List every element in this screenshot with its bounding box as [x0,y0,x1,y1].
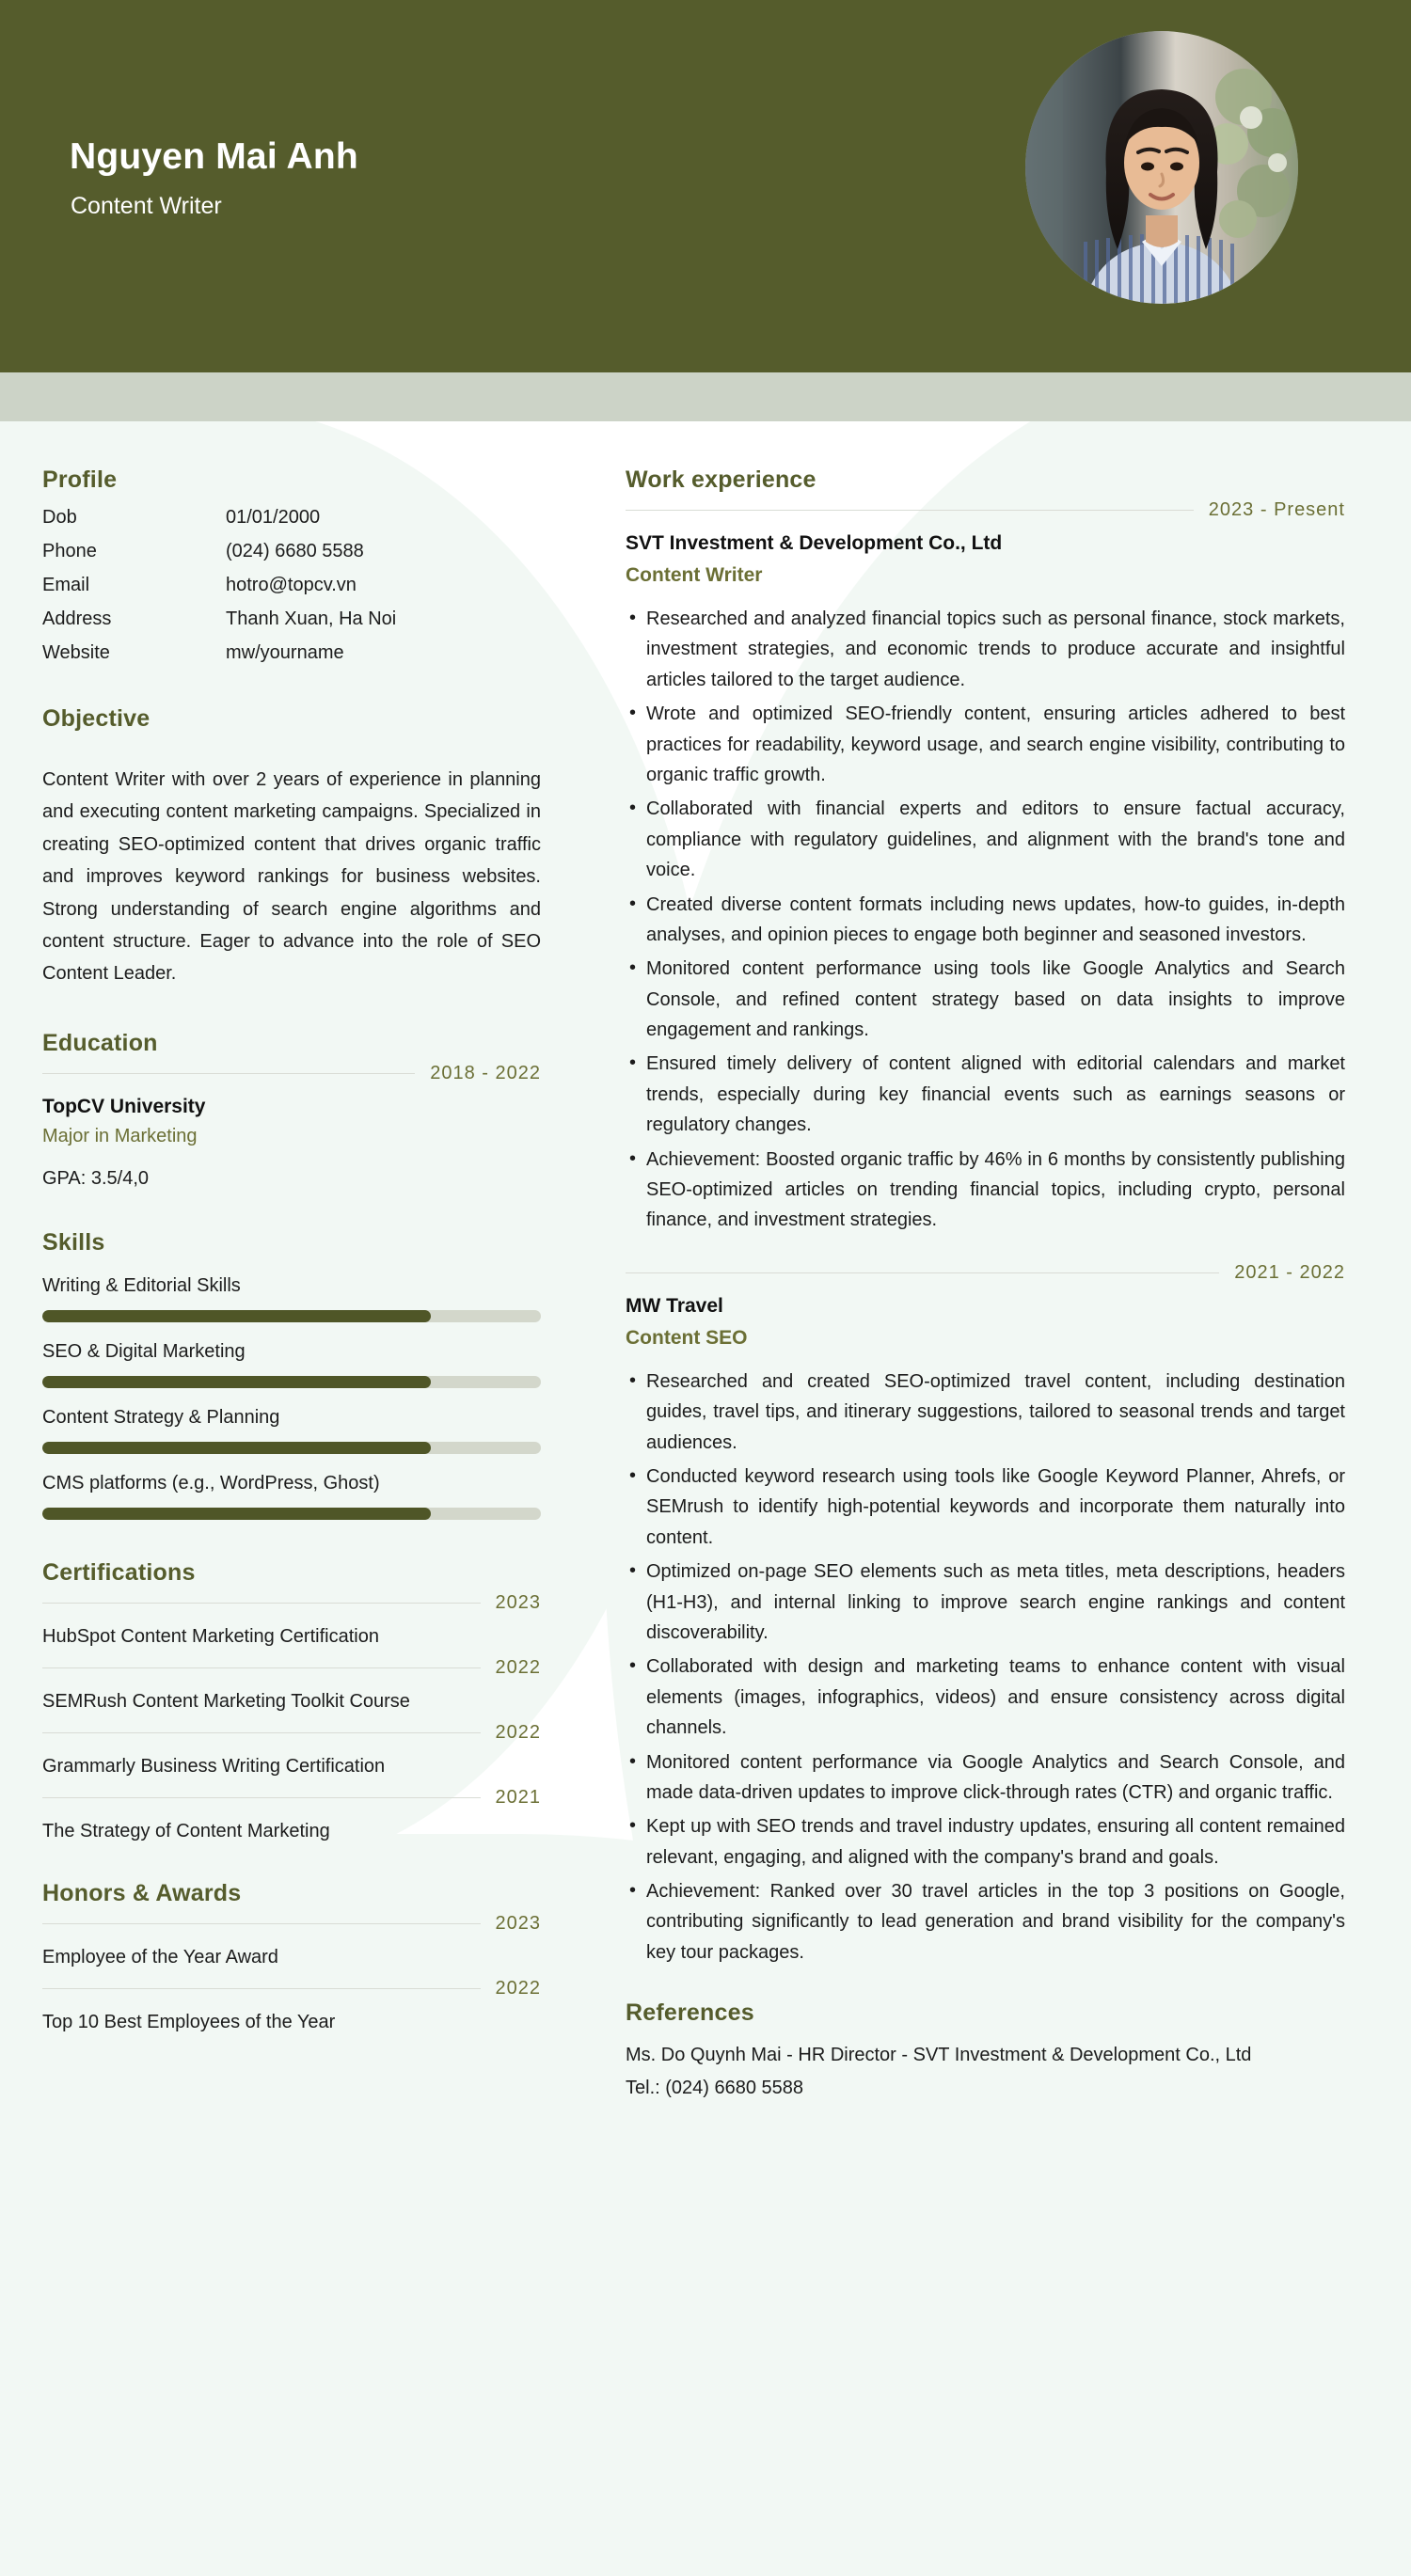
award-year: 2022 [495,1977,541,1999]
spacer [42,747,541,764]
spacer [42,990,541,1030]
education-major: Major in Marketing [42,1125,198,1146]
candidate-job-title: Content Writer [71,193,222,219]
section-title-objective: Objective [42,705,151,732]
profile-value: hotro@topcv.vn [226,575,357,595]
divider [42,1667,481,1668]
certification-name: SEMRush Content Marketing Toolkit Course [42,1690,410,1712]
award-header [42,1978,541,1999]
spacer [626,1971,1345,1999]
certification-year: 2022 [495,1656,541,1678]
divider [42,1988,481,1989]
section-education [42,1030,541,1190]
certification-header [42,1592,541,1614]
work-experience-item [626,499,1345,1236]
divider [42,1603,481,1604]
profile-label: Website [42,642,110,663]
list-item: • Wrote and optimized SEO-friendly content, ensuring articles adhered to best practices for readability, keyword usage, and search engine visibility, contributing to organic traffic growth. [626,699,1345,790]
skill-name: SEO & Digital Marketing [42,1340,246,1362]
section-title-references: References [626,1999,754,2027]
skill-name: Content Strategy & Planning [42,1406,280,1428]
skill-progress-track [42,1442,541,1454]
skill-name: Writing & Editorial Skills [42,1274,241,1296]
list-item: • Researched and created SEO-optimized travel content, including destination guides, travel tips, and itinerary suggestions, tailored to seasonal trends and target audiences. [626,1367,1345,1458]
table-row [42,576,541,609]
certification-year: 2023 [495,1591,541,1613]
table-row [42,643,541,677]
list-item: • Collaborated with design and marketing teams to enhance content with visual elements (images, infographics, videos) and ensure consistency across digital channels. [626,1651,1345,1743]
section-objective [42,705,541,990]
divider [626,1272,1219,1273]
section-references [626,1999,1345,2103]
section-certifications [42,1559,541,1842]
section-title-education: Education [42,1029,158,1056]
header-accent-band [0,372,1411,421]
divider [42,1797,481,1798]
skill-progress-fill [42,1310,431,1322]
certification-header [42,1722,541,1744]
skill-progress-track [42,1508,541,1520]
certification-header [42,1787,541,1809]
list-item: • Kept up with SEO trends and travel industry updates, ensuring all content remained relevant, engaging, and aligned with the company's brand and goals. [626,1811,1345,1873]
profile-value: 01/01/2000 [226,507,321,528]
job-responsibility-list [626,604,1345,1236]
job-organization: SVT Investment & Development Co., Ltd [626,532,1003,554]
profile-value: (024) 6680 5588 [226,541,364,561]
reference-phone: Tel.: (024) 6680 5588 [626,2077,804,2098]
list-item: • Collaborated with financial experts and editors to ensure factual accuracy, compliance with regulatory guidelines, and alignment with the brand's tone and voice. [626,794,1345,885]
skill-progress-track [42,1310,541,1322]
job-organization: MW Travel [626,1294,723,1317]
job-date-range: 2023 - Present [1208,499,1345,520]
job-header [626,499,1345,521]
profile-label: Address [42,608,112,629]
list-item: • Monitored content performance using tools like Google Analytics and Search Console, and refined content strategy based on data insights to improve engagement and rankings. [626,954,1345,1045]
job-role: Content Writer [626,564,763,586]
section-title-work-experience: Work experience [626,466,816,493]
certification-item [42,1592,541,1648]
spacer [42,1852,541,1880]
section-profile [42,466,541,677]
certification-item [42,1722,541,1778]
section-title-honors: Honors & Awards [42,1879,242,1906]
work-experience-item [626,1262,1345,1968]
divider [626,510,1194,511]
profile-value: Thanh Xuan, Ha Noi [226,608,397,629]
spacer [42,1520,541,1559]
job-responsibility-list [626,1367,1345,1968]
avatar [1025,31,1298,304]
list-item: • Achievement: Ranked over 30 travel articles in the top 3 positions on Google, contributing significantly to lead generation and brand visibility for the company's key tour packages. [626,1876,1345,1968]
certification-year: 2021 [495,1786,541,1808]
list-item: • Monitored content performance via Google Analytics and Search Console, and made data-driven updates to improve click-through rates (CTR) and organic traffic. [626,1747,1345,1809]
skill-progress-track [42,1376,541,1388]
section-title-skills: Skills [42,1228,105,1256]
list-item: • Optimized on-page SEO elements such as meta titles, meta descriptions, headers (H1-H3), and internal linking to improve search engine rankings and content discoverability. [626,1557,1345,1648]
divider [42,1073,415,1074]
table-row [42,609,541,643]
job-header [626,1262,1345,1284]
skill-item [42,1407,541,1454]
list-item: • Achievement: Boosted organic traffic by 46% in 6 months by consistently publishing SEO-optimized articles on trending financial topics, including crypto, personal finance, and investment strategies. [626,1145,1345,1236]
section-honors-awards [42,1880,541,2033]
table-row [42,508,541,542]
section-title-certifications: Certifications [42,1558,196,1586]
certification-header [42,1657,541,1679]
education-date-range: 2018 - 2022 [430,1062,541,1083]
certification-name: The Strategy of Content Marketing [42,1820,330,1841]
list-item: • Ensured timely delivery of content aligned with editorial calendars and market trends, especially during key financial events such as earnings seasons or regulatory changes. [626,1049,1345,1140]
skill-progress-fill [42,1508,431,1520]
candidate-name: Nguyen Mai Anh [70,136,358,177]
award-name: Top 10 Best Employees of the Year [42,2011,336,2032]
certification-item [42,1657,541,1713]
list-item: • Researched and analyzed financial topics such as personal finance, stock markets, investment strategies, and economic trends to produce accurate and insightful articles tailored to the target audience. [626,604,1345,695]
award-header [42,1913,541,1935]
certification-item [42,1787,541,1842]
skill-name: CMS platforms (e.g., WordPress, Ghost) [42,1472,380,1493]
job-role: Content SEO [626,1326,748,1349]
section-title-profile: Profile [42,466,118,493]
left-column [0,421,583,2103]
education-gpa: GPA: 3.5/4,0 [42,1167,150,1189]
skill-progress-fill [42,1376,431,1388]
award-year: 2023 [495,1912,541,1934]
spacer [42,677,541,705]
award-item [42,1913,541,1968]
profile-table [42,508,541,677]
section-skills [42,1229,541,1520]
profile-label: Phone [42,541,97,561]
education-entry-header [42,1063,541,1084]
education-organization: TopCV University [42,1095,206,1117]
cv-body [0,421,1411,2103]
list-item: • Conducted keyword research using tools like Google Keyword Planner, Ahrefs, or SEMrush to identify high-potential keywords and incorporate them naturally into content. [626,1462,1345,1553]
skill-item [42,1275,541,1322]
divider [42,1923,481,1924]
cv-header [0,0,1411,372]
profile-label: Email [42,575,90,595]
right-column [583,421,1411,2103]
skill-item [42,1341,541,1388]
objective-text: Content Writer with over 2 years of experience in planning and executing content marketing campaigns. Specialized in creating SEO-optimized content that drives organic traffic and improves keyword rankings for business websites. Strong understanding of search engine algorithms and content structure. Eager to advance into the role of SEO Content Leader. [42,769,541,985]
profile-value: mw/yourname [226,642,344,663]
profile-label: Dob [42,507,77,528]
skill-item [42,1473,541,1520]
certification-year: 2022 [495,1721,541,1743]
job-date-range: 2021 - 2022 [1234,1261,1345,1283]
table-row [42,542,541,576]
spacer [626,1240,1345,1256]
divider [42,1732,481,1733]
award-name: Employee of the Year Award [42,1946,278,1968]
spacer [42,1190,541,1229]
list-item: • Created diverse content formats including news updates, how-to guides, in-depth analyses, and opinion pieces to engage both beginner and seasoned investors. [626,890,1345,951]
certification-name: HubSpot Content Marketing Certification [42,1625,379,1647]
certification-name: Grammarly Business Writing Certification [42,1755,386,1777]
skill-progress-fill [42,1442,431,1454]
award-item [42,1978,541,2033]
reference-contact: Ms. Do Quynh Mai - HR Director - SVT Investment & Development Co., Ltd [626,2045,1252,2066]
